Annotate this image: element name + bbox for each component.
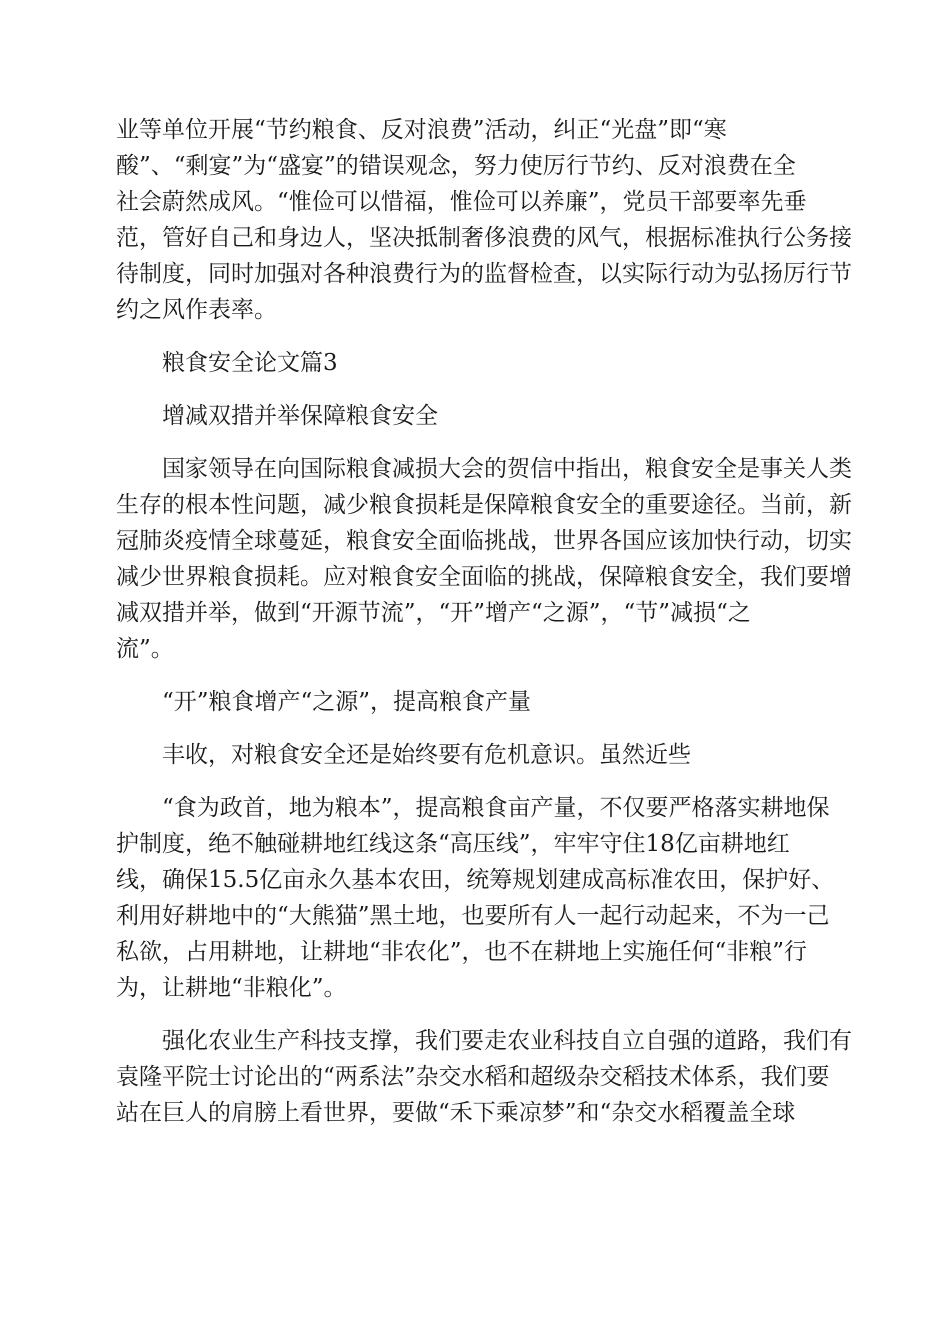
paragraph	[116, 737, 836, 773]
text-line: 冠肺炎疫情全球蔓延，粮食安全面临挑战，世界各国应该加快行动，切实	[116, 528, 852, 554]
text-line: 线，确保15.5亿亩永久基本农田，统筹规划建成高标准农田，保护好、	[116, 867, 835, 893]
text-line: 站在巨人的肩膀上看世界，要做“禾下乘凉梦”和“杂交水稻覆盖全球	[116, 1100, 796, 1126]
text-line: 强化农业生产科技支撑，我们要走农业科技自立自强的道路，我们有	[162, 1028, 852, 1054]
text-line: “开”粮食增产“之源”，提高粮食产量	[162, 689, 532, 715]
text-line: 范，管好自己和身边人，坚决抵制奢侈浪费的风气，根据标准执行公务接	[116, 225, 852, 251]
text-line: 袁隆平院士讨论出的“两系法”杂交水稻和超级杂交稻技术体系，我们要	[116, 1064, 830, 1090]
paragraph	[116, 1023, 852, 1131]
text-line: 流”。	[116, 636, 174, 662]
paragraph-spacer	[116, 434, 836, 451]
text-line: 酸”、“剩宴”为“盛宴”的错误观念，努力使厉行节约、反对浪费在全	[116, 153, 796, 179]
text-line: 增减双措并举保障粮食安全	[162, 403, 438, 429]
paragraph	[116, 790, 836, 1006]
text-line: 社会蔚然成风。“惟俭可以惜福，惟俭可以养廉”，党员干部要率先垂	[116, 189, 807, 215]
paragraph-spacer	[116, 381, 836, 398]
paragraph	[116, 112, 852, 328]
paragraph	[116, 398, 836, 434]
text-line: 减少世界粮食损耗。应对粮食安全面临的挑战，保障粮食安全，我们要增	[116, 564, 852, 590]
text-line: 丰收，对粮食安全还是始终要有危机意识。虽然近些	[162, 742, 691, 768]
text-line: 粮食安全论文篇3	[162, 350, 338, 376]
paragraph-spacer	[116, 773, 836, 790]
text-line: 私欲，占用耕地，让耕地“非农化”，也不在耕地上实施任何“非粮”行	[116, 939, 808, 965]
paragraph-spacer	[116, 720, 836, 737]
paragraph	[116, 345, 836, 381]
paragraph	[116, 451, 852, 667]
text-line: 待制度，同时加强对各种浪费行为的监督检查，以实际行动为弘扬厉行节	[116, 261, 852, 287]
text-line: 约之风作表率。	[116, 297, 277, 323]
text-line: 国家领导在向国际粮食减损大会的贺信中指出，粮食安全是事关人类	[162, 456, 852, 482]
paragraph-spacer	[116, 1006, 836, 1023]
text-line: 减双措并举，做到“开源节流”，“开”增产“之源”，“节”减损“之	[116, 600, 751, 626]
paragraph-spacer	[116, 328, 836, 345]
paragraph	[116, 684, 836, 720]
text-line: 为，让耕地“非粮化”。	[116, 975, 347, 1001]
document-page	[116, 112, 852, 1131]
text-line: 生存的根本性问题，减少粮食损耗是保障粮食安全的重要途径。当前，新	[116, 492, 852, 518]
text-line: 护制度，绝不触碰耕地红线这条“高压线”，牢牢守住18亿亩耕地红	[116, 831, 790, 857]
text-line: 业等单位开展“节约粮食、反对浪费”活动，纠正“光盘”即“寒	[116, 117, 727, 143]
paragraph-spacer	[116, 667, 836, 684]
text-line: 利用好耕地中的“大熊猫”黑土地，也要所有人一起行动起来，不为一己	[116, 903, 830, 929]
text-line: “食为政首，地为粮本”，提高粮食亩产量，不仅要严格落实耕地保	[162, 795, 830, 821]
